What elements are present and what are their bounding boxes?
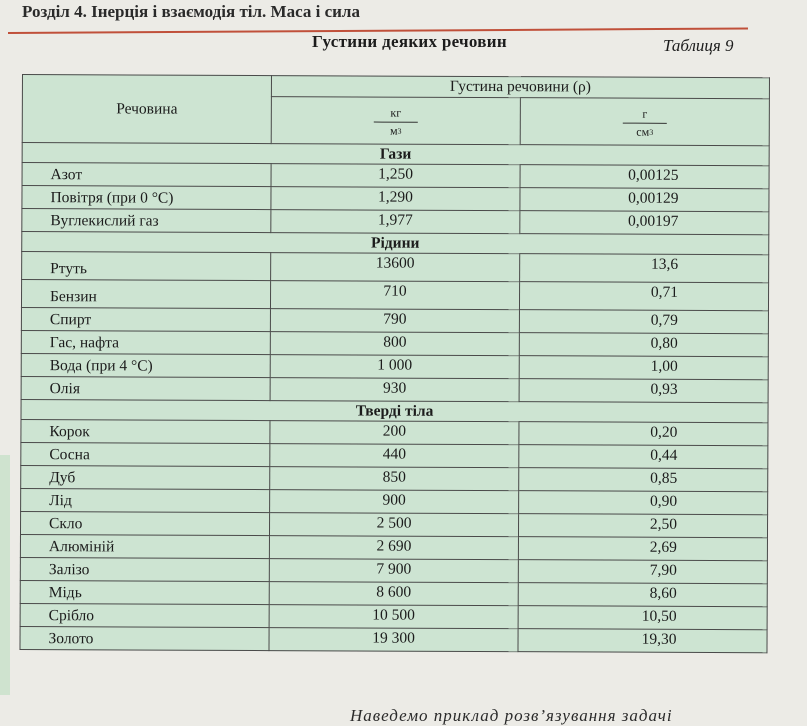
density-kg-m3: 19 300 [269, 628, 518, 652]
density-g-cm3: 0,00197 [520, 211, 769, 235]
table-title: Густини деяких речовин [312, 32, 507, 51]
density-g-cm3: 2,50 [518, 514, 767, 538]
substance-name: Срібло [20, 603, 269, 627]
substance-name: Олія [21, 376, 270, 400]
section-title: Гази [22, 143, 769, 166]
substance-name: Дуб [21, 465, 270, 489]
density-g-cm3: 13,6 [520, 254, 769, 283]
table-row [21, 280, 768, 311]
density-g-cm3: 0,85 [519, 468, 768, 492]
substance-name: Золото [20, 626, 269, 650]
substance-column-header: Речовина [22, 75, 271, 144]
substance-name: Вуглекислий газ [22, 209, 271, 233]
density-g-cm3: 0,71 [519, 282, 768, 311]
table-row [21, 353, 768, 379]
density-kg-m3: 710 [270, 281, 519, 310]
density-g-cm3: 8,60 [518, 583, 767, 607]
substance-name: Залізо [20, 557, 269, 581]
density-kg-m3: 2 690 [269, 536, 518, 560]
table-row [20, 580, 767, 606]
density-g-cm3: 0,20 [519, 422, 768, 446]
unit-g-per-cm3 [520, 98, 769, 146]
substance-name: Мідь [20, 580, 269, 604]
table-row [21, 442, 768, 468]
density-kg-m3: 440 [270, 444, 519, 468]
density-kg-m3: 930 [270, 378, 519, 402]
density-kg-m3: 850 [270, 467, 519, 491]
table-header-row [22, 75, 769, 99]
density-g-cm3: 0,00129 [520, 188, 769, 212]
table-row [20, 603, 767, 629]
density-kg-m3: 1,290 [271, 187, 520, 211]
density-g-cm3: 10,50 [518, 606, 767, 630]
table-number: Таблиця 9 [663, 36, 734, 55]
density-kg-m3: 900 [270, 490, 519, 514]
table-row [21, 488, 768, 514]
table-row [22, 163, 769, 189]
density-kg-m3: 13600 [271, 253, 520, 282]
table-row [22, 209, 769, 235]
density-kg-m3: 1,250 [271, 164, 520, 188]
unit-kg-denominator: м [389, 123, 398, 138]
density-kg-m3: 1,977 [271, 210, 520, 234]
density-g-cm3: 19,30 [518, 629, 767, 653]
unit-g-numerator: г [642, 106, 648, 121]
fraction-bar [374, 122, 418, 123]
table-row [21, 330, 768, 356]
table-row [20, 534, 767, 560]
table-row [21, 465, 768, 491]
density-kg-m3: 10 500 [269, 605, 518, 629]
density-g-cm3: 0,90 [519, 491, 768, 515]
section-title: Тверді тіла [21, 399, 768, 422]
substance-name: Алюміній [20, 534, 269, 558]
substance-name: Сосна [21, 442, 270, 466]
density-table [19, 74, 770, 653]
substance-name: Бензин [21, 280, 270, 309]
table-row [20, 511, 767, 537]
density-g-cm3: 0,00125 [520, 165, 769, 189]
table-row [20, 557, 767, 583]
unit-kg-exponent: 3 [397, 126, 402, 136]
unit-g-denominator: см [636, 124, 650, 139]
density-kg-m3: 2 500 [269, 513, 518, 537]
substance-name: Азот [22, 163, 271, 187]
density-g-cm3: 0,93 [519, 379, 768, 403]
side-color-tab [0, 455, 10, 695]
unit-kg-numerator: кг [390, 105, 402, 120]
substance-name: Спирт [21, 307, 270, 331]
substance-name: Ртуть [22, 252, 271, 281]
density-g-cm3: 2,69 [518, 537, 767, 561]
substance-name: Корок [21, 419, 270, 443]
substance-name: Гас, нафта [21, 330, 270, 354]
density-g-cm3: 0,79 [519, 310, 768, 334]
substance-name: Повітря (при 0 °С) [22, 186, 271, 210]
table-row [21, 419, 768, 445]
fraction-bar [623, 123, 667, 124]
density-column-header: Густина речовини (ρ) [271, 76, 769, 99]
chapter-title: Розділ 4. Інерція і взаємодія тіл. Маса і сила [22, 2, 360, 21]
density-kg-m3: 790 [270, 309, 519, 333]
section-title: Рідини [22, 232, 769, 255]
table-row [20, 626, 767, 652]
density-g-cm3: 0,80 [519, 333, 768, 357]
substance-name: Скло [20, 511, 269, 535]
table-row [21, 307, 768, 333]
density-g-cm3: 0,44 [519, 445, 768, 469]
table-row [22, 186, 769, 212]
density-kg-m3: 8 600 [269, 582, 518, 606]
density-g-cm3: 7,90 [518, 560, 767, 584]
density-kg-m3: 200 [270, 421, 519, 445]
substance-name: Вода (при 4 °С) [21, 353, 270, 377]
table-row [21, 376, 768, 402]
footer-text: Наведемо приклад розв’язування задачі [350, 706, 673, 725]
unit-kg-per-m3 [271, 97, 520, 145]
table-row [22, 252, 769, 283]
density-kg-m3: 7 900 [269, 559, 518, 583]
substance-name: Лід [21, 488, 270, 512]
density-g-cm3: 1,00 [519, 356, 768, 380]
density-kg-m3: 1 000 [270, 355, 519, 379]
density-kg-m3: 800 [270, 332, 519, 356]
unit-g-exponent: 3 [649, 127, 654, 137]
